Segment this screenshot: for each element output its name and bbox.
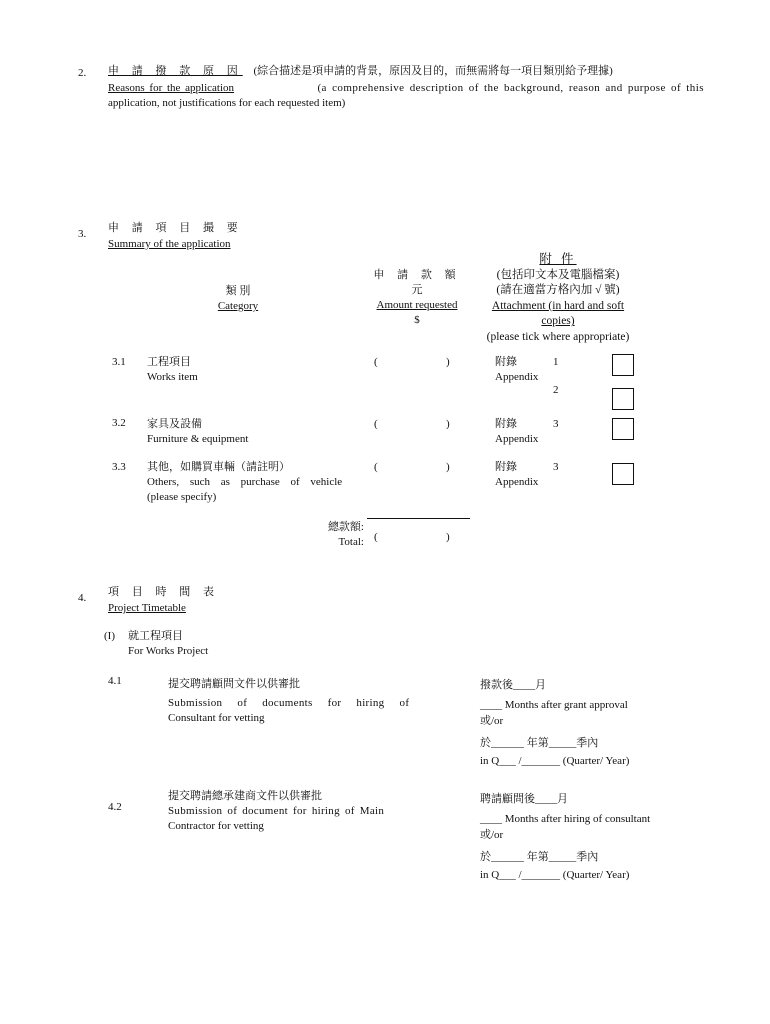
amount-header-unit: $ [414,313,420,326]
row-3-2-en: Furniture & equipment [147,432,249,445]
section-2-number: 2. [78,67,87,79]
row-3-1-appendix-num-1: 1 [553,356,559,368]
subsection-title-en: For Works Project [128,644,209,657]
subsection-title-zh: 就工程項目 [128,630,183,642]
amount-header-en: Amount requested [376,298,458,311]
row-3-1-en: Works item [147,370,198,383]
row-3-2-zh: 家具及設備 [147,418,202,430]
row-3-2-appendix [495,417,538,447]
item-4-2-timing-or: 或/or [480,829,504,841]
total-label-en: Total: [338,535,364,548]
row-3-2-category [147,417,248,447]
section-2-heading-en: Reasons for the application [108,82,235,94]
row-3-3-appendix-en: Appendix [495,475,539,488]
item-4-1-timing-3: 於______ 年第_____季內 [480,736,599,749]
item-4-1-en-1: Submission of documents for hiring of [168,696,410,709]
total-amount-open: ( [374,531,378,543]
section-3-title-en: Summary of the application [108,238,231,250]
row-3-3-appendix [495,460,538,490]
attachment-header-note2: (請在適當方格內加 √ 號) [496,284,620,297]
total-amount-close: ) [446,531,450,543]
row-3-3-appendix-num: 3 [553,461,559,473]
row-3-1-appendix-num-2: 2 [553,384,559,396]
item-4-1-description [168,677,423,726]
item-4-2-timing [480,791,650,884]
item-4-1-en-2: Consultant for vetting [168,711,265,724]
item-4-1-timing-2: ____ Months after grant approval [480,698,628,711]
section-3-number: 3. [78,228,87,240]
row-3-1-number: 3.1 [112,356,126,368]
item-4-2-description [168,789,428,834]
attachment-header-en: Attachment (in hard and soft [491,299,625,312]
section-2-note-zh: (綜合描述是項申請的背景，原因及目的，而無需將每一項目類別給予理據) [253,65,613,77]
appendix-3-others-checkbox[interactable] [612,463,634,485]
item-4-1-zh: 提交聘請顧問文件以供審批 [168,678,300,690]
section-2-description [108,81,704,111]
row-3-1-zh: 工程項目 [147,356,191,368]
item-4-1-number: 4.1 [108,675,122,687]
amount-header-zh: 申 請 款 額 [373,269,461,281]
section-4-number: 4. [78,592,87,604]
row-3-3-category [147,460,364,505]
attachment-header-en-copies: copies) [541,315,575,328]
total-label-zh: 總款額: [327,521,364,533]
row-3-3-en [147,475,364,490]
subsection-label: (I) [104,630,115,642]
row-3-3-amount-close: ) [446,461,450,473]
appendix-1-checkbox[interactable] [612,354,634,376]
row-3-2-appendix-num: 3 [553,418,559,430]
item-4-2-timing-2: ____ Months after hiring of consultant [480,812,651,825]
total-rule [367,518,470,519]
subsection-title [128,629,208,659]
amount-header-yuan: 元 [411,283,423,296]
item-4-2-timing-1: 聘請顧問後____月 [480,793,568,805]
item-4-2-timing-3: 於______ 年第_____季內 [480,850,599,863]
row-3-3-amount-open: ( [374,461,378,473]
amount-header [364,268,470,327]
row-3-3-zh: 其他，如購買車輛（請註明） [147,461,290,473]
item-4-2-zh: 提交聘請總承建商文件以供審批 [168,790,322,802]
row-3-2-amount-open: ( [374,418,378,430]
item-4-2-en-1: Submission of document for hiring of Main [168,804,385,817]
appendix-3-furniture-checkbox[interactable] [612,418,634,440]
row-3-1-amount-close: ) [446,356,450,368]
section-2-heading-zh: 申 請 撥 款 原 因 [108,65,243,77]
section-4-title-en: Project Timetable [108,602,186,614]
item-4-1-timing-4: in Q___ /_______ (Quarter/ Year) [480,755,630,767]
row-3-3-en-text: Others, such as purchase of vehicle [147,475,343,488]
section-3-title-zh: 申 請 項 目 撮 要 [108,222,243,234]
item-4-2-number: 4.2 [108,801,122,813]
attachment-header-tick-note: (please tick where appropriate) [486,330,630,343]
row-3-3-appendix-zh: 附錄 [495,461,517,473]
row-3-1-category [147,355,198,385]
section-2-desc-line2: application, not justifications for each requested item) [108,96,346,109]
row-3-1-appendix-en: Appendix [495,370,539,383]
row-3-1-appendix [495,355,538,385]
row-3-2-number: 3.2 [112,417,126,429]
item-4-1-timing-or: 或/or [480,715,504,727]
item-4-1-timing [480,677,629,770]
attachment-header-zh: 附 件 [539,252,577,266]
row-3-3-en2: (please specify) [147,490,217,503]
row-3-1-amount-open: ( [374,356,378,368]
row-3-2-amount-close: ) [446,418,450,430]
total-label [316,520,364,550]
attachment-header [470,251,646,345]
category-header-zh: 類 別 [225,285,251,297]
category-header-en: Category [217,299,259,312]
item-4-2-timing-4: in Q___ /_______ (Quarter/ Year) [480,869,630,881]
item-4-1-timing-1: 撥款後____月 [480,679,546,691]
section-2-desc-line1: (a comprehensive description of the background, reason and purpose of this [317,82,704,94]
row-3-2-appendix-en: Appendix [495,432,539,445]
row-3-2-appendix-zh: 附錄 [495,418,517,430]
category-header [200,284,276,314]
row-3-3-number: 3.3 [112,461,126,473]
item-4-2-en-2: Contractor for vetting [168,819,264,832]
section-2-title-zh [108,64,613,79]
attachment-header-note1: (包括印文本及電腦檔案) [496,268,620,281]
row-3-1-appendix-zh: 附錄 [495,356,517,368]
appendix-2-checkbox[interactable] [612,388,634,410]
section-4-title-zh: 項 目 時 間 表 [108,586,219,598]
